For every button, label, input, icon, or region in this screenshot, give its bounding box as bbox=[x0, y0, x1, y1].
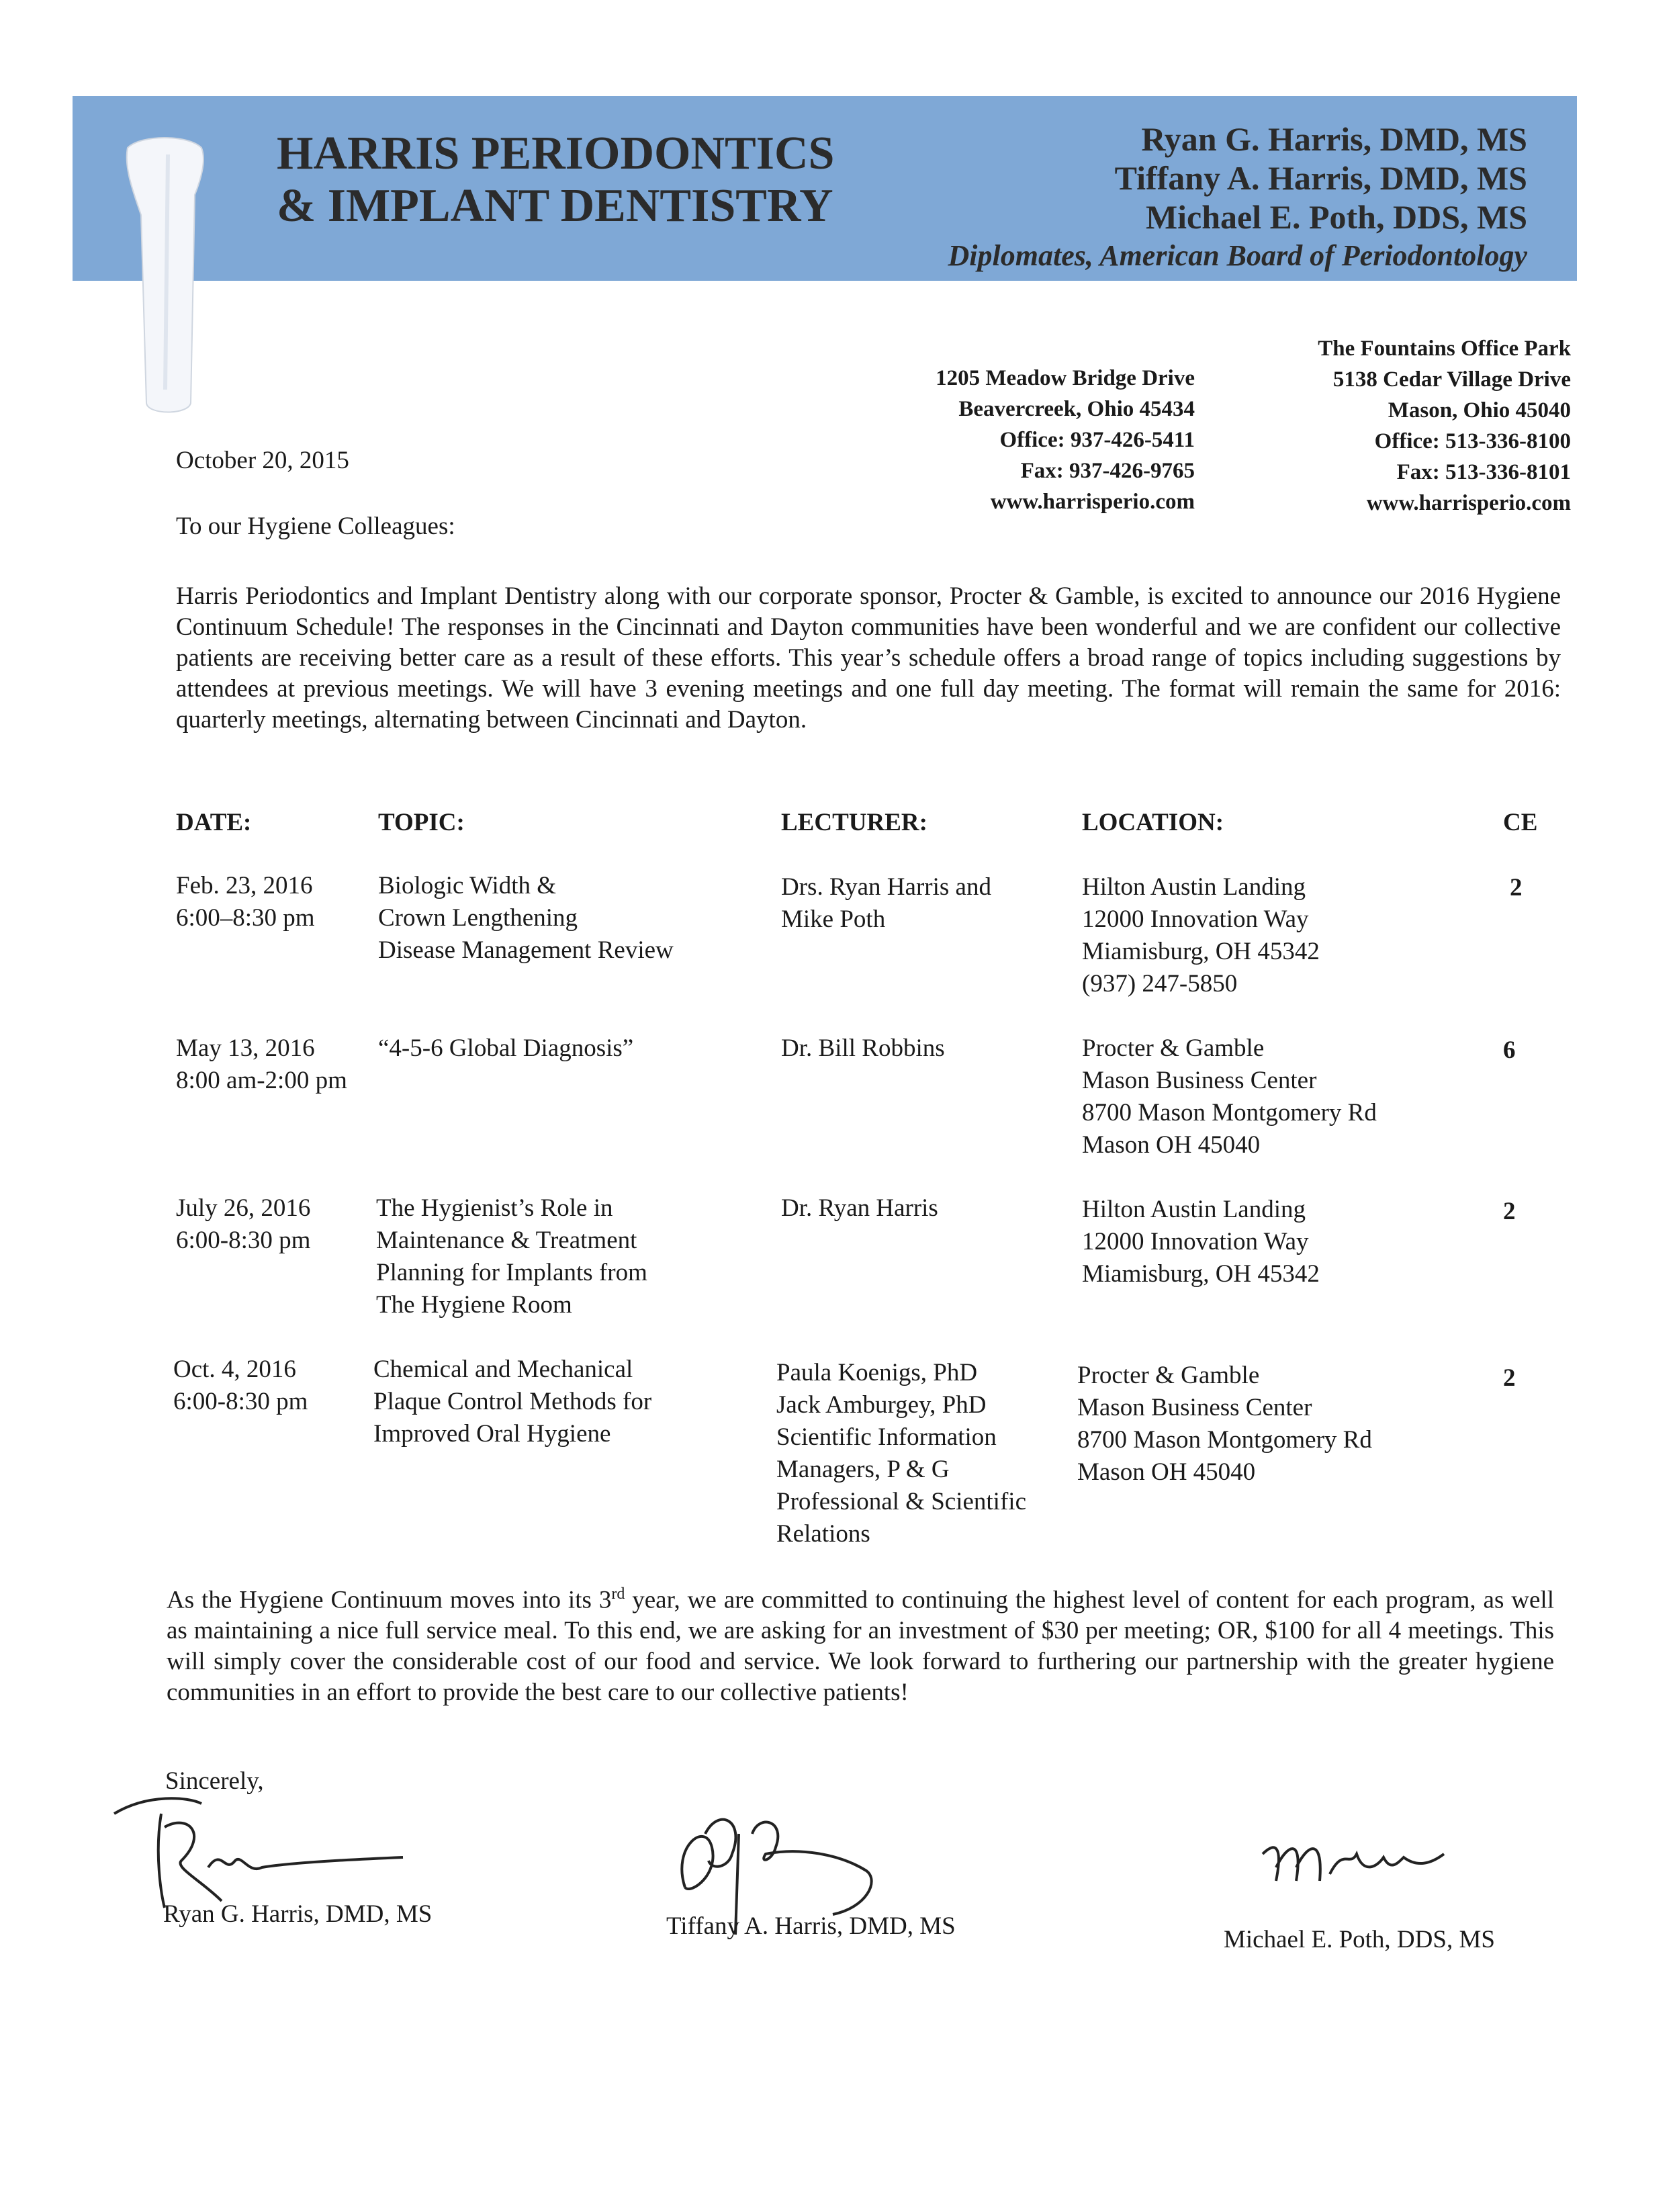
cell-location bbox=[1082, 1194, 1320, 1290]
cell-topic bbox=[376, 1192, 647, 1321]
cell-line: Miamisburg, OH 45342 bbox=[1082, 938, 1320, 965]
letter-date: October 20, 2015 bbox=[176, 447, 349, 474]
cell-line: Mason Business Center bbox=[1082, 1067, 1317, 1094]
cell-line: Dr. Ryan Harris bbox=[781, 1194, 938, 1222]
cell-lecturer bbox=[781, 871, 991, 936]
signature-michael-poth bbox=[1256, 1827, 1471, 1908]
address-line: Fax: 513-336-8101 bbox=[1396, 460, 1571, 484]
doctor-name: Tiffany A. Harris, DMD, MS bbox=[1114, 159, 1527, 197]
cell-topic bbox=[378, 1032, 633, 1065]
cell-line: Chemical and Mechanical bbox=[373, 1356, 633, 1383]
cell-line: Improved Oral Hygiene bbox=[373, 1420, 611, 1448]
closing-paragraph bbox=[167, 1579, 1554, 1708]
cell-line: Crown Lengthening bbox=[378, 904, 578, 932]
cell-line: Maintenance & Treatment bbox=[376, 1227, 637, 1254]
cell-line: Hilton Austin Landing bbox=[1082, 873, 1306, 901]
address-line: Beavercreek, Ohio 45434 bbox=[958, 397, 1195, 421]
header-location: LOCATION: bbox=[1082, 809, 1224, 836]
cell-location bbox=[1077, 1360, 1372, 1489]
cell-lecturer bbox=[781, 1192, 938, 1225]
cell-line: “4-5-6 Global Diagnosis” bbox=[378, 1034, 634, 1062]
header-date: DATE: bbox=[176, 809, 252, 836]
cell-line: Biologic Width & bbox=[378, 872, 557, 899]
header-topic: TOPIC: bbox=[378, 809, 465, 836]
cell-date bbox=[173, 1354, 308, 1418]
cell-line: Mason OH 45040 bbox=[1077, 1458, 1256, 1486]
cell-line: 8700 Mason Montgomery Rd bbox=[1082, 1099, 1377, 1126]
cell-line: Disease Management Review bbox=[378, 936, 674, 964]
cell-line: Procter & Gamble bbox=[1077, 1362, 1260, 1389]
cell-line: 12000 Innovation Way bbox=[1082, 1228, 1309, 1255]
cell-line: 6:00-8:30 pm bbox=[176, 1227, 311, 1254]
cell-line: Feb. 23, 2016 bbox=[176, 872, 313, 899]
cell-line: Relations bbox=[776, 1520, 870, 1548]
header-ce: CE bbox=[1503, 809, 1538, 836]
website-link[interactable]: www.harrisperio.com bbox=[990, 490, 1195, 514]
closing-superscript: rd bbox=[611, 1585, 625, 1603]
cell-line: Paula Koenigs, PhD bbox=[776, 1359, 978, 1386]
cell-location bbox=[1082, 1032, 1377, 1161]
cell-line: Managers, P & G bbox=[776, 1456, 950, 1483]
cell-line: The Hygienist’s Role in bbox=[376, 1194, 613, 1222]
intro-paragraph: Harris Periodontics and Implant Dentistry along with our corporate sponsor, Procter & Gamble, is excited to announce our 2016 Hygiene Continuum Schedule! The responses in the Cincinnati and Dayton communities have been wonderful and we are confident our collective patients are receiving better care as a result of these efforts. This year’s schedule offers a broad range of topics including suggestions by attendees at previous meetings. We will have 3 evening meetings and one full day meeting. The format will remain the same for 2016: quarterly meetings, alternating between Cincinnati and Dayton. bbox=[176, 582, 1561, 734]
cell-line: Dr. Bill Robbins bbox=[781, 1034, 945, 1062]
firm-name bbox=[277, 128, 834, 232]
cell-line: Plaque Control Methods for bbox=[373, 1388, 652, 1415]
tooth-logo bbox=[121, 134, 208, 416]
cell-line: Scientific Information bbox=[776, 1423, 997, 1451]
firm-name-line1: HARRIS PERIODONTICS bbox=[277, 128, 835, 179]
address-line: The Fountains Office Park bbox=[1318, 337, 1571, 361]
cell-line: Oct. 4, 2016 bbox=[173, 1356, 296, 1383]
signer-name: Michael E. Poth, DDS, MS bbox=[1224, 1926, 1495, 1953]
cell-ce: 6 bbox=[1503, 1036, 1516, 1064]
signoff: Sincerely, bbox=[165, 1767, 264, 1795]
doctor-name: Michael E. Poth, DDS, MS bbox=[1145, 198, 1527, 236]
cell-date bbox=[176, 870, 315, 934]
office-address-mason bbox=[1318, 333, 1571, 519]
cell-line: 6:00-8:30 pm bbox=[173, 1388, 308, 1415]
cell-ce: 2 bbox=[1503, 1364, 1516, 1392]
cell-line: Jack Amburgey, PhD bbox=[776, 1391, 987, 1419]
signer-name: Tiffany A. Harris, DMD, MS bbox=[666, 1912, 956, 1940]
cell-line: Planning for Implants from bbox=[376, 1259, 647, 1286]
cell-ce: 2 bbox=[1510, 874, 1523, 901]
cell-line: 8700 Mason Montgomery Rd bbox=[1077, 1426, 1372, 1454]
website-link[interactable]: www.harrisperio.com bbox=[1366, 491, 1571, 515]
cell-line: 12000 Innovation Way bbox=[1082, 905, 1309, 933]
cell-line: Professional & Scientific bbox=[776, 1488, 1026, 1515]
address-line: Mason, Ohio 45040 bbox=[1388, 398, 1571, 423]
cell-date bbox=[176, 1032, 347, 1097]
address-line: 5138 Cedar Village Drive bbox=[1332, 367, 1571, 392]
cell-topic bbox=[378, 870, 674, 967]
office-address-beavercreek bbox=[936, 363, 1195, 517]
closing-text-end: year, we are committed to continuing the highest level of content for each program, as well as maintaining a nice full service meal. To this end, we are asking for an investment of $30 per meeting; OR, $100 for all 4 meetings. This will simply cover the considerable cost of our food and service. We look forward to furthering our partnership with the greater hygiene communities in an effort to provide the best care to our collective patients! bbox=[167, 1586, 1554, 1707]
cell-line: Drs. Ryan Harris and bbox=[781, 873, 991, 901]
cell-line: The Hygiene Room bbox=[376, 1291, 572, 1319]
header-lecturer: LECTURER: bbox=[781, 809, 927, 836]
cell-line: Procter & Gamble bbox=[1082, 1034, 1265, 1062]
cell-lecturer bbox=[776, 1357, 1026, 1550]
signer-name: Ryan G. Harris, DMD, MS bbox=[163, 1900, 433, 1928]
doctor-name: Ryan G. Harris, DMD, MS bbox=[1141, 120, 1527, 158]
cell-line: Miamisburg, OH 45342 bbox=[1082, 1260, 1320, 1288]
cell-topic bbox=[373, 1354, 651, 1450]
greeting: To our Hygiene Colleagues: bbox=[176, 513, 455, 540]
diplomates-line: Diplomates, American Board of Periodontology bbox=[948, 239, 1527, 272]
address-line: 1205 Meadow Bridge Drive bbox=[936, 366, 1195, 390]
cell-line: 6:00–8:30 pm bbox=[176, 904, 315, 932]
address-line: Fax: 937-426-9765 bbox=[1020, 459, 1195, 483]
closing-text-start: As the Hygiene Continuum moves into its 3 bbox=[167, 1586, 612, 1614]
cell-line: Mike Poth bbox=[781, 905, 886, 933]
cell-line: Hilton Austin Landing bbox=[1082, 1196, 1306, 1223]
doctor-list bbox=[1115, 120, 1527, 236]
address-line: Office: 513-336-8100 bbox=[1374, 429, 1571, 453]
cell-line: May 13, 2016 bbox=[176, 1034, 315, 1062]
cell-line: (937) 247-5850 bbox=[1082, 970, 1238, 998]
cell-lecturer bbox=[781, 1032, 945, 1065]
cell-line: 8:00 am-2:00 pm bbox=[176, 1067, 347, 1094]
cell-line: Mason OH 45040 bbox=[1082, 1131, 1261, 1159]
address-line: Office: 937-426-5411 bbox=[999, 428, 1195, 452]
cell-location bbox=[1082, 871, 1320, 1000]
firm-name-line2: & IMPLANT DENTISTRY bbox=[277, 180, 833, 232]
cell-line: July 26, 2016 bbox=[176, 1194, 311, 1222]
cell-ce: 2 bbox=[1503, 1198, 1516, 1225]
cell-line: Mason Business Center bbox=[1077, 1394, 1312, 1421]
cell-date bbox=[176, 1192, 310, 1257]
